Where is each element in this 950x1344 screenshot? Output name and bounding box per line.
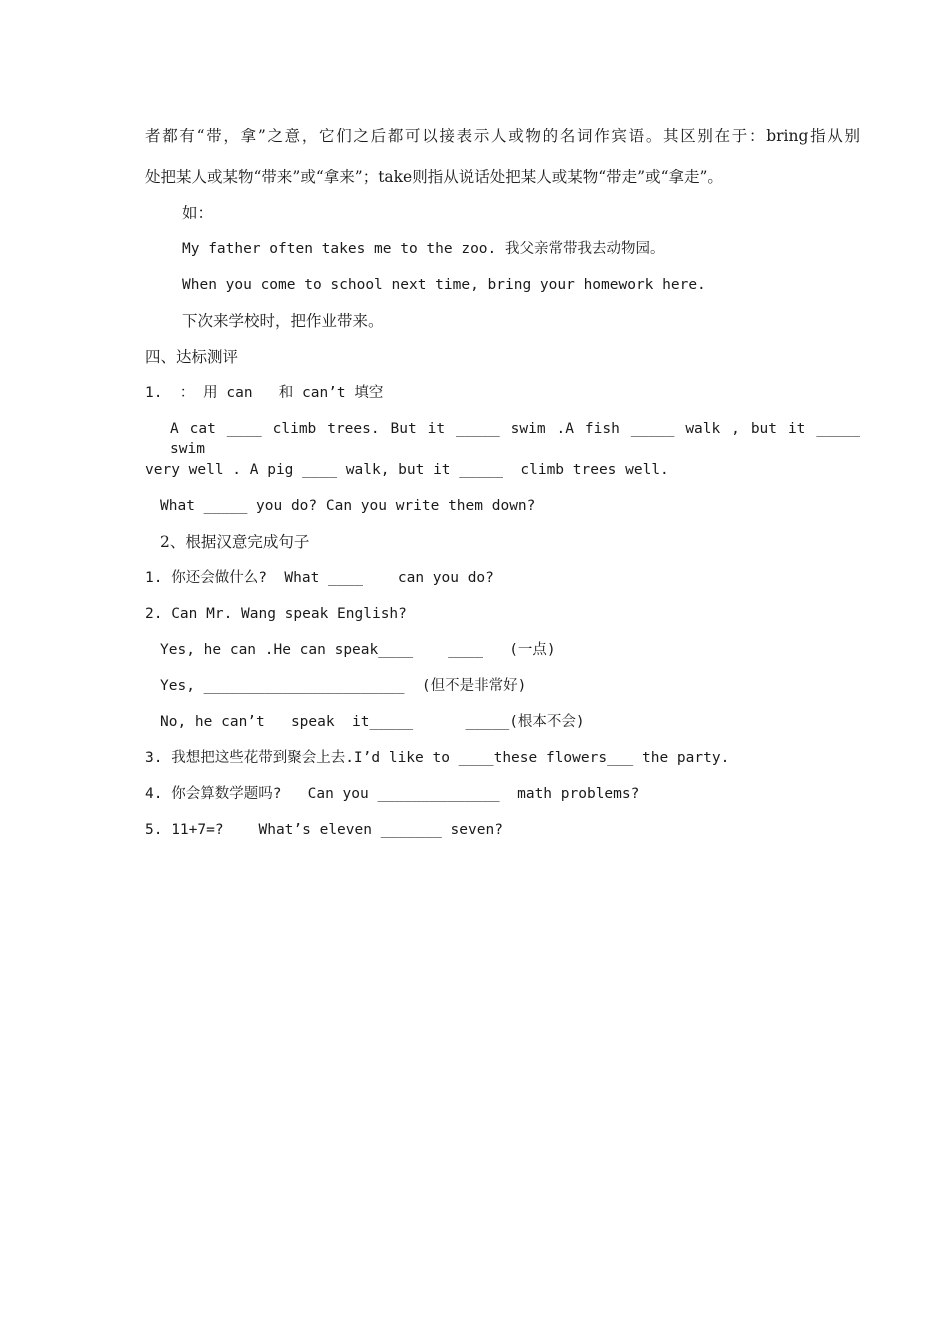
paragraph-line: 处把某人或某物“带来”或“拿来”；take则指从说话处把某人或某物“带走”或“拿走”。 xyxy=(145,168,723,186)
exercise-line: What _____ you do? Can you write them down? xyxy=(160,498,536,514)
exercise-title: 2、根据汉意完成句子 xyxy=(160,533,310,551)
sentence-item: 5. 11+7=? What’s eleven _______ seven? xyxy=(145,822,503,838)
exercise-line: A cat ____ climb trees. But it _____ swim .A fish _____ walk , but it _____ swim xyxy=(170,421,860,457)
paragraph-line: 者都有“带，拿”之意，它们之后都可以接表示人或物的名词作宾语。其区别在于：bring指从别 xyxy=(145,127,860,145)
sentence-item: 3. 我想把这些花带到聚会上去.I’d like to ____these flowers___ the party. xyxy=(145,750,730,766)
example-translation: 下次来学校时，把作业带来。 xyxy=(182,312,384,330)
sentence-item: Yes, _______________________ (但不是非常好) xyxy=(160,678,527,694)
example-sentence: When you come to school next time, bring your homework here. xyxy=(182,277,706,293)
exercise-line: very well . A pig ____ walk, but it _____ climb trees well. xyxy=(145,462,669,478)
exercise-title: 1. ： 用 can 和 can’t 填空 xyxy=(145,385,384,401)
example-label: 如： xyxy=(182,204,214,222)
section-heading: 四、达标测评 xyxy=(145,348,239,366)
sentence-item: 1. 你还会做什么? What ____ can you do? xyxy=(145,570,494,586)
sentence-item: Yes, he can .He can speak____ ____ (一点) xyxy=(160,642,556,658)
example-sentence: My father often takes me to the zoo. 我父亲常带我去动物园。 xyxy=(182,241,665,257)
sentence-item: 2. Can Mr. Wang speak English? xyxy=(145,606,407,622)
sentence-item: No, he can’t speak it_____ _____(根本不会) xyxy=(160,714,585,730)
sentence-item: 4. 你会算数学题吗? Can you ______________ math problems? xyxy=(145,786,640,802)
